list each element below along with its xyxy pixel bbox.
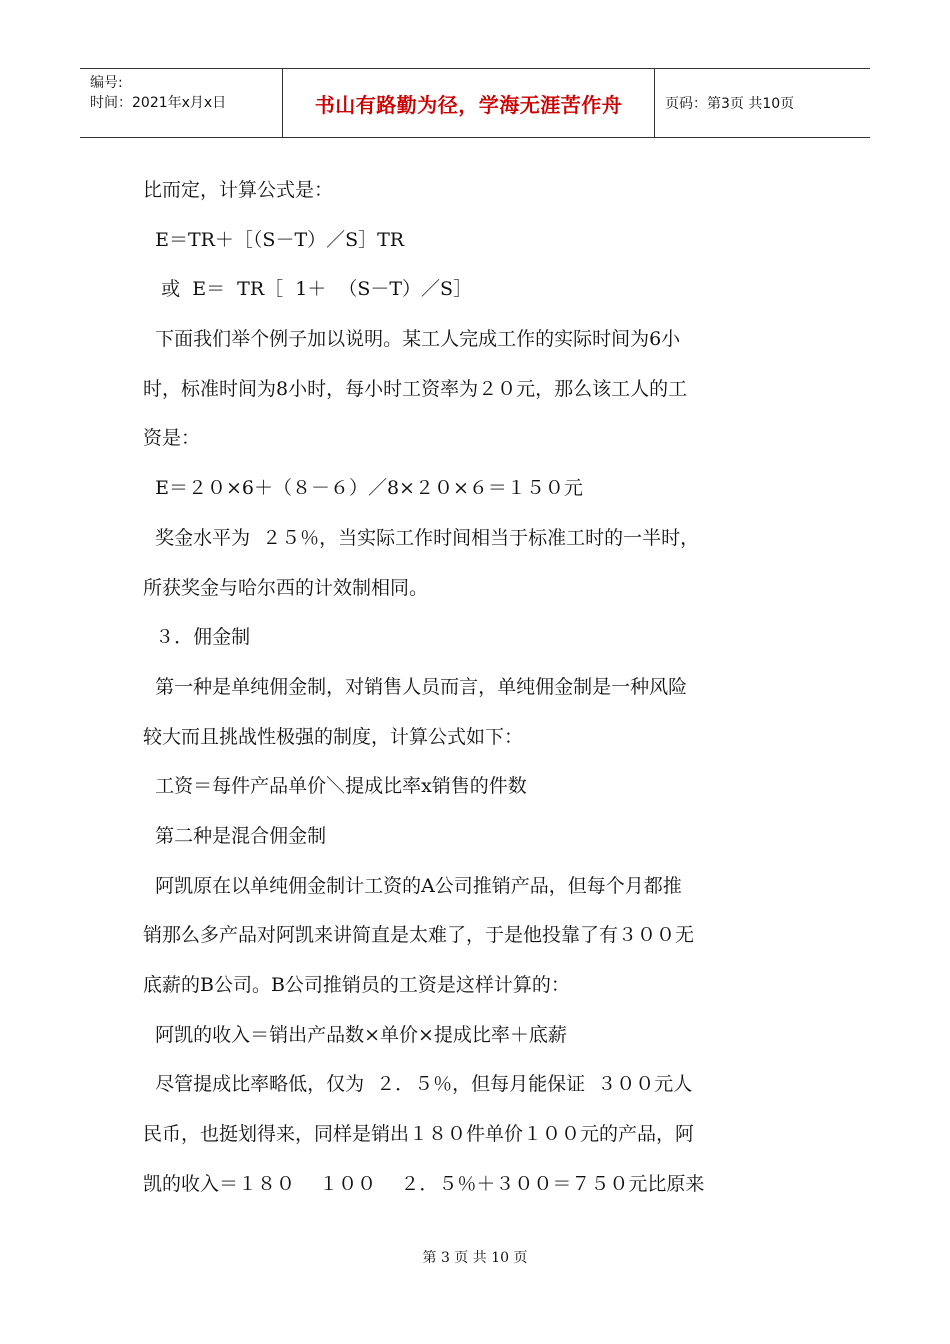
text-line: 尽管提成比率略低，仅为 ２．５％，但每月能保证 ３００元人 — [143, 1073, 693, 1096]
page-header — [80, 68, 870, 138]
header-motto-cell — [283, 69, 655, 137]
page-footer: 第 3 页 共 10 页 — [422, 1250, 528, 1266]
text-line: 或 E＝ TR［ 1＋ （S－T）／S］ — [143, 278, 473, 301]
text-line: 所获奖金与哈尔西的计效制相同。 — [143, 576, 429, 599]
text-line: 较大而且挑战性极强的制度，计算公式如下： — [143, 725, 524, 748]
header-meta — [80, 69, 283, 137]
page-info: 页码：第3页 共10页 — [665, 96, 795, 112]
section-heading: ３．佣金制 — [143, 626, 251, 649]
document-body — [143, 166, 808, 1209]
text-line: 第二种是混合佣金制 — [143, 824, 327, 847]
text-line: E＝TR＋［（S－T）／S］TR — [143, 228, 405, 251]
text-line: 奖金水平为 ２５％，当实际工作时间相当于标准工时的一半时， — [143, 526, 700, 549]
text-line: 底薪的B公司。B公司推销员的工资是这样计算的： — [143, 974, 570, 996]
text-line: 销那么多产品对阿凯来讲简直是太难了，于是他投靠了有３００无 — [143, 924, 695, 947]
text-line: 凯的收入＝１８０ １００ ２．５％＋３００＝７５０元比原来 — [143, 1172, 705, 1195]
text-line: 阿凯原在以单纯佣金制计工资的A公司推销产品，但每个月都推 — [143, 874, 682, 897]
text-line: 民币，也挺划得来，同样是销出１８０件单价１００元的产品，阿 — [143, 1123, 695, 1146]
text-line: E＝２０×6＋（８－６）／8×２０×６＝１５０元 — [143, 477, 583, 500]
header-page-cell — [655, 69, 870, 137]
motto-text: 书山有路勤为径，学海无涯苦作舟 — [314, 92, 623, 117]
text-line: 阿凯的收入＝销出产品数×单价×提成比率＋底薪 — [143, 1023, 567, 1046]
date-label: 时间：2021年x月x日 — [90, 95, 227, 111]
text-line: 时，标准时间为8小时，每小时工资率为２０元，那么该工人的工 — [143, 377, 688, 400]
text-line: 工资＝每件产品单价＼提成比率x销售的件数 — [143, 775, 527, 798]
text-line: 资是： — [143, 427, 201, 450]
text-line: 第一种是单纯佣金制，对销售人员而言，单纯佣金制是一种风险 — [143, 675, 688, 698]
text-line: 比而定，计算公式是： — [143, 179, 334, 201]
text-line: 下面我们举个例子加以说明。某工人完成工作的实际时间为6小 — [143, 328, 681, 351]
serial-label: 编号: — [90, 75, 123, 91]
